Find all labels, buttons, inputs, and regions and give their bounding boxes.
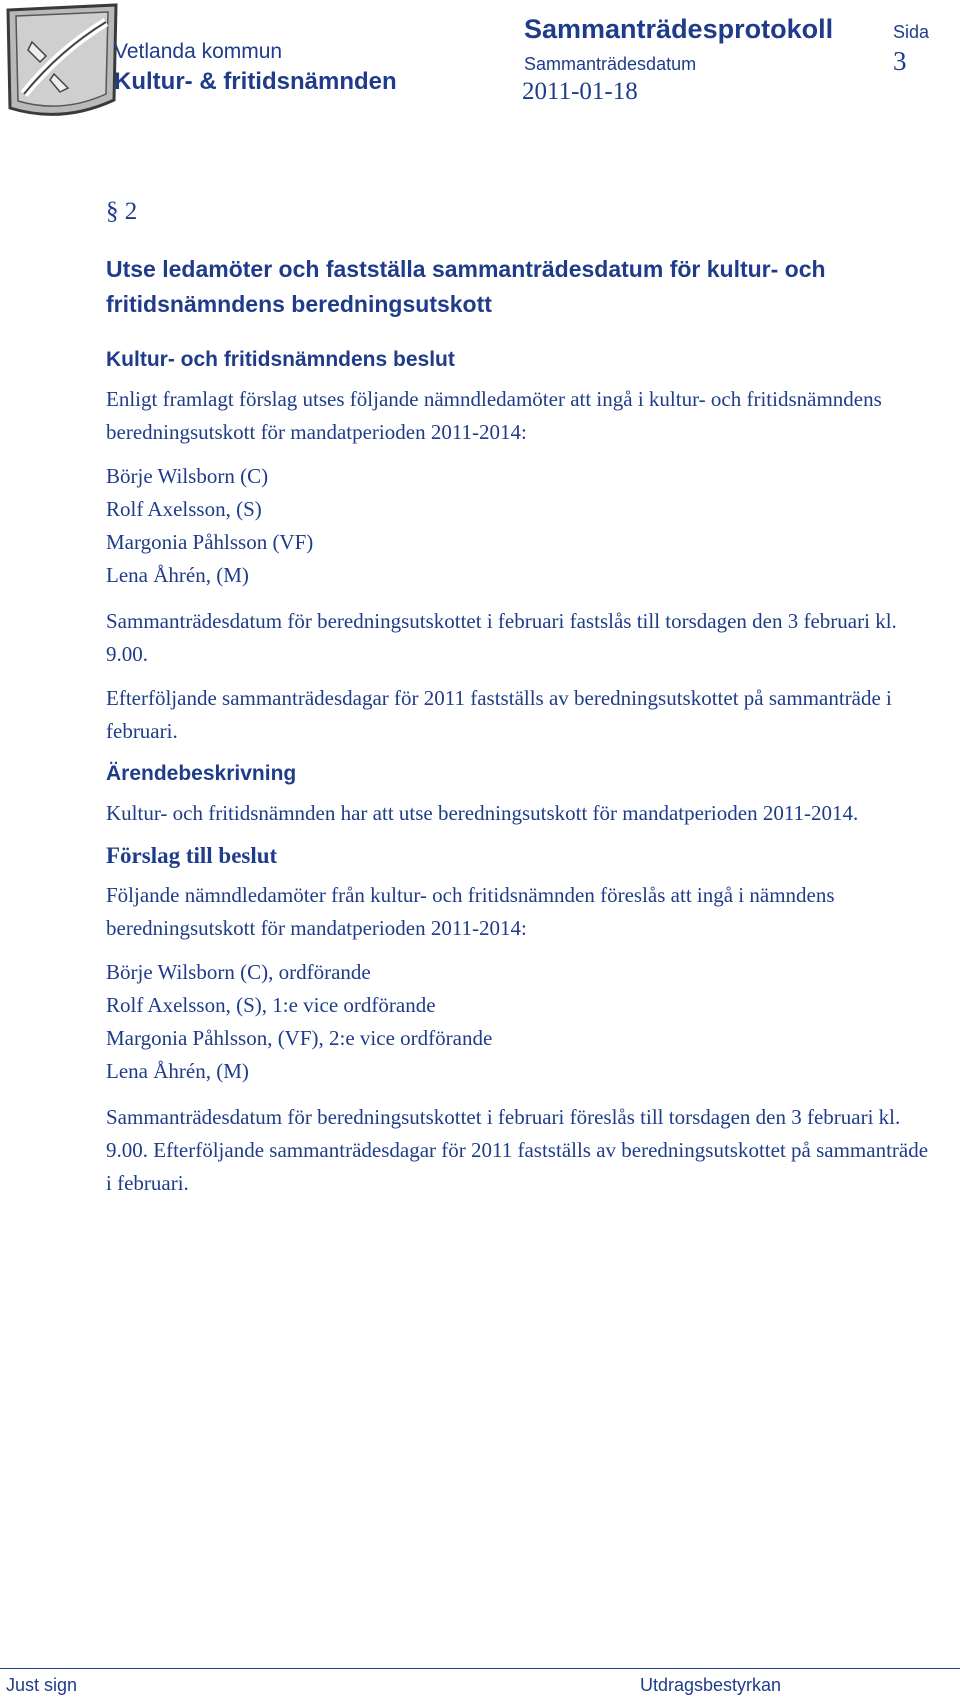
decision-followup-paragraph: Efterföljande sammanträdesdagar för 2011 fastställs av beredningsutskottet på sammanträde i februari. (106, 686, 892, 743)
document-body (106, 198, 936, 1211)
meeting-date-label: Sammanträdesdatum (524, 54, 697, 74)
document-type: Sammanträdesprotokoll (524, 14, 834, 44)
page-label: Sida (893, 22, 930, 42)
section-number: § 2 (106, 198, 138, 225)
footer-just-sign: Just sign (6, 1675, 78, 1695)
section-title-line-2: fritidsnämndens beredningsutskott (106, 291, 492, 317)
list-item: Lena Åhrén, (M) (106, 563, 249, 587)
list-item: Börje Wilsborn (C) (106, 464, 269, 488)
organization-name: Vetlanda kommun (114, 40, 283, 63)
proposal-heading: Förslag till beslut (106, 843, 278, 868)
proposal-intro: Följande nämndledamöter från kultur- och fritidsnämnden föreslås att ingå i nämndens beredningsutskott för mandatperioden 2011-2014: (106, 883, 835, 940)
decision-heading: Kultur- och fritidsnämndens beslut (106, 348, 455, 371)
footer-certification: Utdragsbestyrkan (640, 1675, 782, 1695)
description-text: Kultur- och fritidsnämnden har att utse beredningsutskott för mandatperioden 2011-2014. (106, 801, 859, 825)
list-item: Margonia Påhlsson, (VF), 2:e vice ordförande (106, 1026, 493, 1050)
proposal-member-list (106, 956, 936, 1088)
list-item: Margonia Påhlsson (VF) (106, 530, 314, 554)
list-item: Rolf Axelsson, (S), 1:e vice ordförande (106, 993, 436, 1017)
decision-date-paragraph: Sammanträdesdatum för beredningsutskottet i februari fastslås till torsdagen den 3 februari kl. 9.00. (106, 609, 897, 666)
municipal-coat-of-arms-icon (2, 2, 130, 120)
list-item: Börje Wilsborn (C), ordförande (106, 960, 371, 984)
list-item: Lena Åhrén, (M) (106, 1059, 249, 1083)
page-number: 3 (893, 46, 907, 76)
footer-divider (0, 1668, 960, 1669)
section-title-line-1: Utse ledamöter och fastställa sammanträdesdatum för kultur- och (106, 256, 826, 282)
proposal-date-paragraph: Sammanträdesdatum för beredningsutskottet i februari föreslås till torsdagen den 3 februari kl. 9.00. Efterföljande sammanträdesdagar för 2011 fastställs av beredningsutskottet på sammanträde i februari. (106, 1105, 929, 1195)
meeting-date: 2011-01-18 (522, 78, 638, 105)
section-title (106, 252, 936, 322)
description-heading: Ärendebeskrivning (106, 762, 297, 785)
decision-member-list (106, 460, 936, 592)
decision-intro: Enligt framlagt förslag utses följande nämndledamöter att ingå i kultur- och fritidsnämndens beredningsutskott för mandatperioden 2011-2014: (106, 387, 882, 444)
department-name: Kultur- & fritidsnämnden (114, 68, 397, 95)
list-item: Rolf Axelsson, (S) (106, 497, 262, 521)
